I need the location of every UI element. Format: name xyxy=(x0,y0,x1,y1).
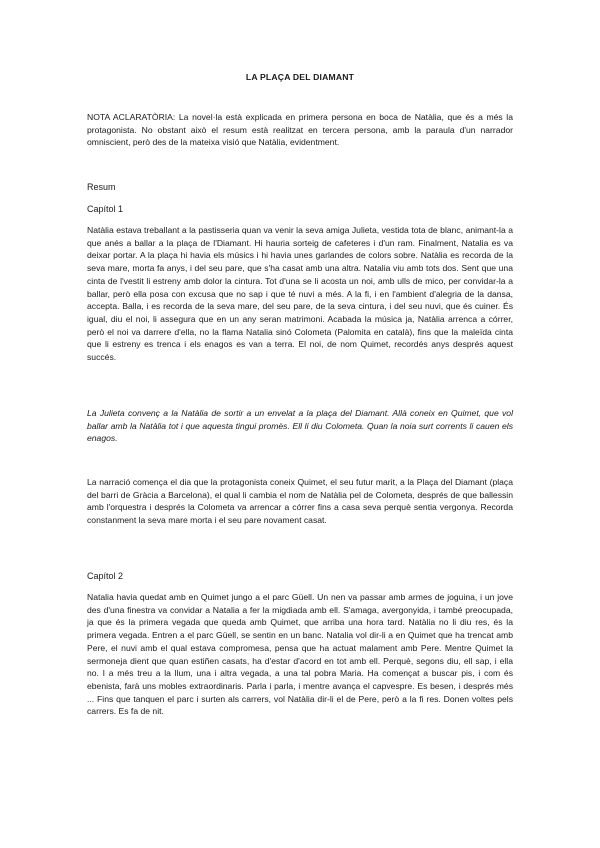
chapter-1-narration: La narració comença el dia que la protagonista coneix Quimet, el seu futur marit, a la Plaça del Diamant (plaça del barri de Gràcia a Barcelona), el qual li cambia el nom de Natàlia pel de Colometa, després de que ballessin amb l'orquestra i després la Colometa va arrencar a córrer fins a casa seva perquè sentia vergonya. Recorda constanment la seva mare morta i el seu pare novament casat. xyxy=(87,477,513,526)
document-title: LA PLAÇA DEL DIAMANT xyxy=(245,72,355,82)
summary-heading: Resum xyxy=(87,182,116,192)
chapter-2-heading: Capítol 2 xyxy=(87,571,124,581)
chapter-2-paragraph: Natalia havia quedat amb en Quimet jungo a el parc Güell. Un nen va passar amb armes de joguina, i un jove des d'una finestra va convidar a Natalia a fer la migdiada amb ell. S'amaga, avergonyida, i també preocupada, ja que és la primera vegada que queda amb Quimet, que arriba una hora tard. Natàlia no li diu res, és la primera vegada. Entren a el parc Güell, se sentin en un banc. Natalia vol dir-li a en Quimet que ha trencat amb Pere, el nuvi amb el qual estava compromesa, pensa que ha actuat malament amb Pere. Mentre Quimet la sermoneja dient que quan estiñen casats, ha d'estar d'acord en tot amb ell. Perquè, segons diu, ell sap, i ella no. I a més treu a la llum, una i altra vegada, a una tal pobra Maria. Ha començat a buscar pis, i com és ebenista, farà uns mobles extraordinaris. Parla i parla, i mentre avança el capvespre. Es besen, i després més ... Fins que tanquen el parc i surten als carrers, vol Natàlia dir-li el de Pere, però a la fi res. Donen voltes pels carrers. Es fa de nit. xyxy=(87,592,513,717)
clarification-note: NOTA ACLARATÒRIA: La novel·la està explicada en primera persona en boca de Natàlia, que és a més la protagonista. No obstant això el resum està realitzat en tercera persona, amb la paraula d'un narrador omniscient, però des de la mateixa visió que Natàlia, evidentment. xyxy=(87,112,513,148)
chapter-1-paragraph: Natàlia estava treballant a la pastisseria quan va venir la seva amiga Julieta, vestida tota de blanc, animant-la a que anés a ballar a la plaça de l'Diamant. Hi hauria sorteig de cafeteres i d'un ram. Finalment, Natalia es va deixar portar. A la plaça hi havia els músics i hi havia unes garlandes de colors sobre. Natàlia es recorda de la seva mare, morta fa anys, i del seu pare, que s'ha casat amb una altra. Natalia viu amb tots dos. Sent que una cinta de l'vestit li estreny amb dolor la cintura. Tot d'una se li acosta un noi, amb ulls de mico, per convidar-la a ballar, però ella posa con excusa que no sap i que té nuvi a més. A la fi, i en l'ambient d'alegria de la dansa, accepta. Balla, i es recorda de la seva mare, del seu pare, de la seva cintura, i del seu nuvi, que és cuiner. És igual, diu el noi, li assegura que en un any seran matrimoni. Acabada la música ja, Natàlia arrenca a córrer, però el noi va darrere d'ella, no la flama Natalia sinó Colometa (Palomita en català), fins que la maleïda cinta que li estreny es trenca i els enagos es van a terra. El noi, de nom Quimet, recordés anys després aquest succés. xyxy=(87,225,513,363)
chapter-1-heading: Capítol 1 xyxy=(87,204,124,214)
chapter-1-quote: La Julieta convenç a la Natàlia de sortir a un envelat a la plaça del Diamant. Allà coneix en Quimet, que vol ballar amb la Natàlia tot i que aquesta tingui promès. Ell li diu Colometa. Quan la noia surt corrents li cauen els enagos. xyxy=(87,408,513,444)
